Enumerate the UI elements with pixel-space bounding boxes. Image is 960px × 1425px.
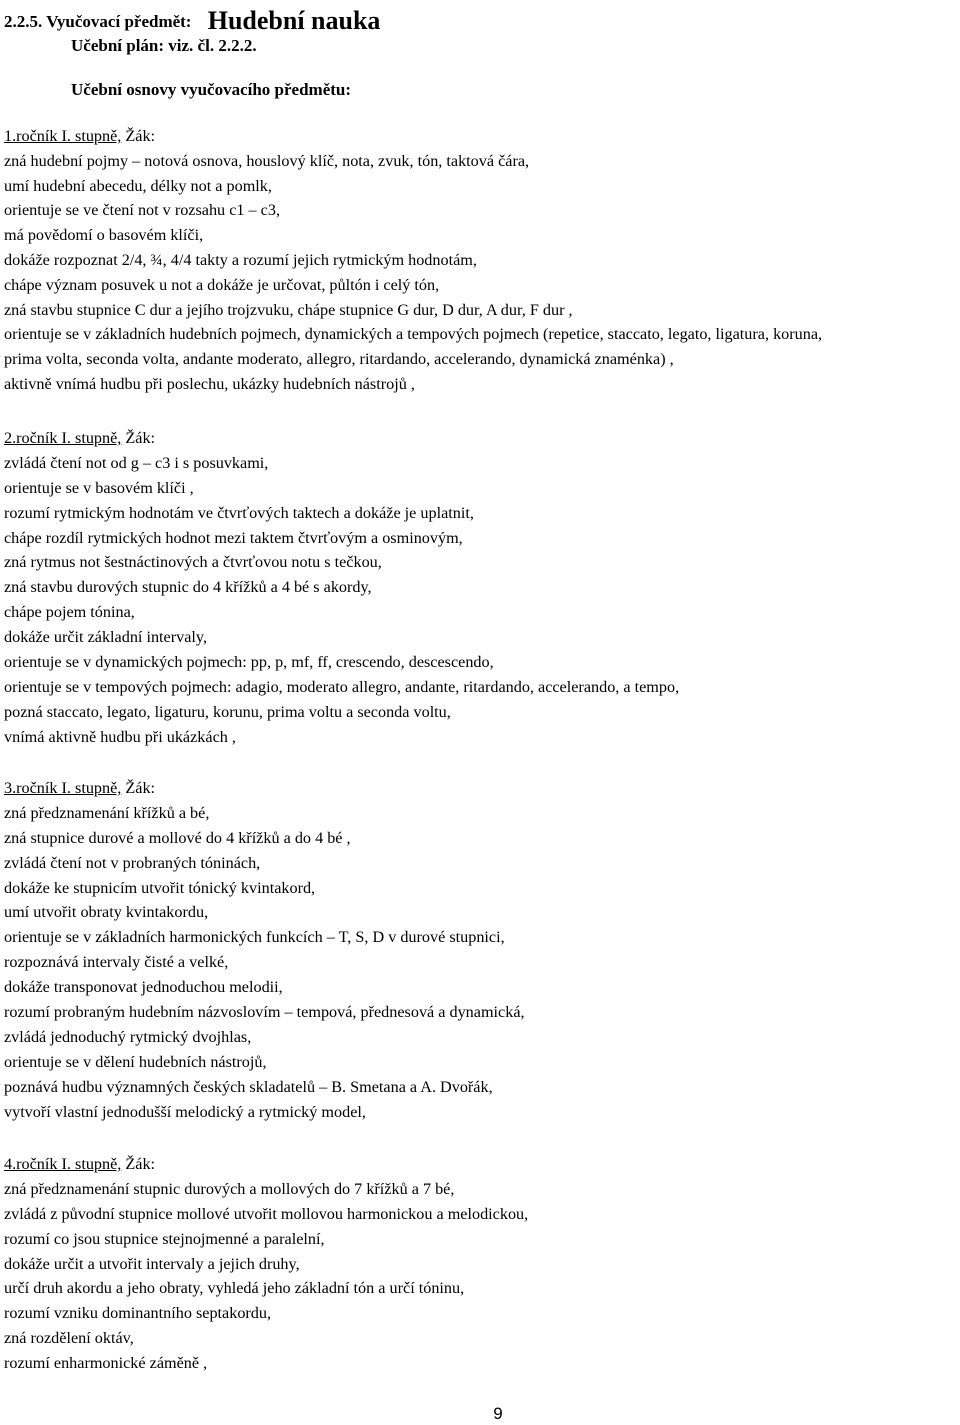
list-item: chápe rozdíl rytmických hodnot mezi taktem čtvrťovým a osminovým, bbox=[4, 528, 463, 547]
list-item: zvládá čtení not od g – c3 i s posuvkami, bbox=[4, 453, 269, 472]
list-item: umí hudební abecedu, délky not a pomlk, bbox=[4, 176, 272, 195]
list-item: chápe pojem tónina, bbox=[4, 603, 135, 622]
section-number: 2.2.5. bbox=[4, 12, 43, 31]
grade-1-title: 1.ročník I. stupně, Žák: bbox=[4, 127, 156, 145]
list-item: rozumí enharmonické záměně , bbox=[4, 1354, 208, 1373]
list-item: orientuje se v dělení hudebních nástrojů, bbox=[4, 1052, 267, 1071]
list-item: zná předznamenání stupnic durových a mollových do 7 křížků a 7 bé, bbox=[4, 1179, 455, 1198]
list-item: zvládá jednoduchý rytmický dvojhlas, bbox=[4, 1027, 252, 1046]
list-item: zná stavbu durových stupnic do 4 křížků a 4 bé s akordy, bbox=[4, 578, 372, 597]
grade-3-section bbox=[4, 776, 525, 1124]
list-item: dokáže určit a utvořit intervaly a jejich druhy, bbox=[4, 1254, 300, 1273]
list-item: má povědomí o basovém klíči, bbox=[4, 226, 204, 245]
list-item: zvládá čtení not v probraných tóninách, bbox=[4, 853, 261, 872]
list-item: orientuje se ve čtení not v rozsahu c1 – c3, bbox=[4, 201, 280, 220]
list-item: rozumí probraným hudebním názvoslovím – tempová, přednesová a dynamická, bbox=[4, 1003, 525, 1022]
page-number: 9 bbox=[493, 1404, 503, 1423]
grade-2-title: 2.ročník I. stupně, Žák: bbox=[4, 429, 156, 447]
list-item: zná rytmus not šestnáctinových a čtvrťovou notu s tečkou, bbox=[4, 553, 382, 572]
list-item: aktivně vnímá hudbu při poslechu, ukázky hudebních nástrojů , bbox=[4, 374, 415, 393]
grade-3-title: 3.ročník I. stupně, Žák: bbox=[4, 779, 156, 797]
list-item: zvládá z původní stupnice mollové utvořit mollovou harmonickou a melodickou, bbox=[4, 1204, 529, 1223]
list-item: rozumí vzniku dominantního septakordu, bbox=[4, 1304, 272, 1323]
list-item: orientuje se v tempových pojmech: adagio, moderato allegro, andante, ritardando, accelerando, a tempo, bbox=[4, 677, 680, 696]
grade-1-section bbox=[4, 124, 822, 397]
list-item: rozumí rytmickým hodnotám ve čtvrťových taktech a dokáže je uplatnit, bbox=[4, 503, 474, 522]
list-item: dokáže transponovat jednoduchou melodii, bbox=[4, 978, 283, 997]
list-item: orientuje se v základních harmonických funkcích – T, S, D v durové stupnici, bbox=[4, 928, 505, 947]
list-item: chápe význam posuvek u not a dokáže je určovat, půltón i celý tón, bbox=[4, 275, 440, 294]
list-item: zná stupnice durové a mollové do 4 křížků a do 4 bé , bbox=[4, 828, 351, 847]
list-item: vytvoří vlastní jednodušší melodický a rytmický model, bbox=[4, 1102, 366, 1121]
list-item: zná rozdělení oktáv, bbox=[4, 1329, 134, 1348]
list-item: orientuje se v dynamických pojmech: pp, p, mf, ff, crescendo, descescendo, bbox=[4, 653, 494, 672]
grade-4-title: 4.ročník I. stupně, Žák: bbox=[4, 1155, 156, 1173]
list-item: umí utvořit obraty kvintakordu, bbox=[4, 903, 209, 922]
list-item: vnímá aktivně hudbu při ukázkách , bbox=[4, 727, 236, 746]
list-item: zná předznamenání křížků a bé, bbox=[4, 803, 210, 822]
grade-4-section bbox=[4, 1152, 528, 1376]
list-item: prima volta, seconda volta, andante moderato, allegro, ritardando, accelerando, dynamická znaménka) , bbox=[4, 350, 674, 369]
list-item: orientuje se v základních hudebních pojmech, dynamických a tempových pojmech (repetice, staccato, legato, ligatura, koruna, bbox=[4, 325, 823, 344]
study-plan: Učební plán: viz. čl. 2.2.2. bbox=[71, 36, 257, 55]
subject-label: Vyučovací předmět: bbox=[46, 12, 192, 31]
list-item: zná hudební pojmy – notová osnova, houslový klíč, nota, zvuk, tón, taktová čára, bbox=[4, 151, 530, 170]
list-item: rozumí co jsou stupnice stejnojmenné a paralelní, bbox=[4, 1229, 325, 1248]
list-item: dokáže ke stupnicím utvořit tónický kvintakord, bbox=[4, 878, 316, 897]
grade-2-section bbox=[4, 426, 679, 750]
list-item: určí druh akordu a jeho obraty, vyhledá jeho základní tón a určí tóninu, bbox=[4, 1279, 465, 1298]
list-item: rozpoznává intervaly čisté a velké, bbox=[4, 953, 229, 972]
list-item: poznává hudbu významných českých skladatelů – B. Smetana a A. Dvořák, bbox=[4, 1077, 493, 1096]
list-item: zná stavbu stupnice C dur a jejího trojzvuku, chápe stupnice G dur, D dur, A dur, F dur , bbox=[4, 300, 573, 319]
list-item: orientuje se v basovém klíči , bbox=[4, 478, 194, 497]
list-item: dokáže rozpoznat 2/4, ¾, 4/4 takty a rozumí jejich rytmickým hodnotám, bbox=[4, 250, 477, 269]
list-item: pozná staccato, legato, ligaturu, korunu, prima voltu a seconda voltu, bbox=[4, 702, 451, 721]
subject-line bbox=[4, 4, 380, 34]
curriculum-heading: Učební osnovy vyučovacího předmětu: bbox=[71, 80, 352, 99]
subject-name: Hudební nauka bbox=[207, 6, 381, 35]
list-item: dokáže určit základní intervaly, bbox=[4, 628, 207, 647]
